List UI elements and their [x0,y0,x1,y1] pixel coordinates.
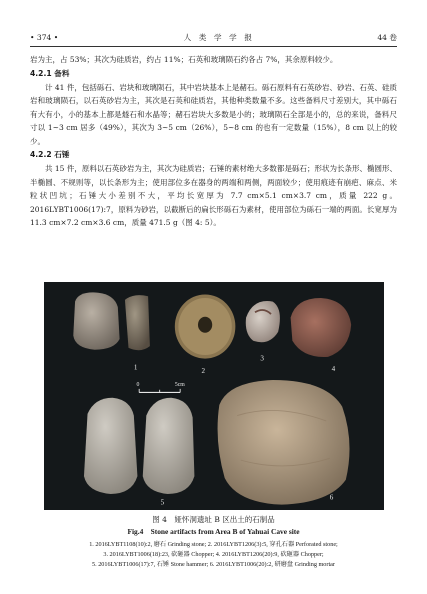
section-paragraph-4-2-2: 共 15 件，原料以石英砂岩为主，其次为硅质岩；石锤的素材绝大多数都是砾石；形状为长条形、椭圆形、半椭圆、不规则等，以长条形为主；使用部位多在器身的两端和两侧，两面较少；使用痕迹有崩疤、麻点、米粒状凹坑；石锤大小差别不大，平均长宽厚为 7.7 cm×5.1 cm×3.7 cm，质量 222 g。2016LYBT1006(17):7，原料为砂岩，以截断后的扁长形砾石为素材，使用部位为砾石一端的两面。长宽厚为 11.3 cm×7.2 cm×3.6 cm，质量 471.5 g（图 4: 5）。 [30,164,397,227]
specimen-label-2: 2 [201,366,206,375]
specimen-label-6: 6 [329,493,334,502]
intro-paragraph: 岩为主，占 53%；其次为硅质岩，约占 11%；石英和玻璃陨石约各占 7%，其余原料较少。 [30,55,338,64]
specimen-5-stone-hammer [84,398,194,507]
scale-bar [137,382,186,392]
figure-legend-line-3: 5. 2016LYBT1006(17):7, 石锤 Stone hammer; 6. 2016LYBT1006(20):2, 研磨盘 Grinding mortar [92,561,335,568]
figure-caption-chinese: 图 4 娅怀洞遗址 B 区出土的石制品 [152,515,275,524]
section-paragraph-4-2-1: 计 41 件，包括砾石、岩块和玻璃陨石，其中岩块基本上是赭石。砾石原料有石英砂岩、砂岩、石英、硅质岩和玻璃陨石，以石英砂岩为主，其次是石英和硅质岩，其他种类数量不多。这些备料尺寸差别大，其中砾石有大有小，小的基本上都是燧石和水晶等；赭石岩块大多数是小的；玻璃陨石全部是小的，总的来说，备料尺寸以 1~3 cm 居多（49%），其次为 3~5 cm（26%），5~8 cm 的也有一定数量（15%），8 cm 以上的较少。 [30,82,397,146]
specimen-2-perforated-stone [175,294,236,374]
specimen-label-5: 5 [160,498,165,507]
specimen-4-chopper [291,298,352,373]
volume-number: 44 卷 [377,32,397,42]
header-rule [30,46,397,47]
figure-photo-plate [44,282,384,510]
running-header [30,30,397,44]
page-number: • 374 • [30,32,59,42]
specimen-label-1: 1 [133,363,138,372]
section-heading-4-2-2: 4.2.2 石锤 [30,150,70,159]
scale-bar-start-label: 0 [136,382,140,389]
main-text [30,53,397,230]
scale-bar-end-label: 5cm [174,382,185,389]
journal-title: 人 类 学 学 报 [183,32,252,42]
specimen-label-3: 3 [260,354,264,363]
specimen-6-grinding-mortar [218,380,350,505]
figure-caption-english: Fig.4 Stone artifacts from Area B of Yahuai Cave site [127,527,300,536]
specimen-label-4: 4 [331,365,336,374]
figure-legend-line-1: 1. 2016LYBT1108(10):2, 磨石 Grinding stone; 2. 2016LYBT1206(3):5, 穿孔石器 Perforated stone; [89,541,338,548]
specimen-1-grinding-stone [73,292,150,371]
figure-legend-line-2: 3. 2016LYBT1006(18):23, 砍砸器 Chopper; 4. 2016LYBT1206(20):9, 砍砸器 Chopper; [103,551,324,558]
artifact-photograph [44,282,384,510]
specimen-3-chopper [246,301,280,362]
section-heading-4-2-1: 4.2.1 备料 [30,68,70,78]
